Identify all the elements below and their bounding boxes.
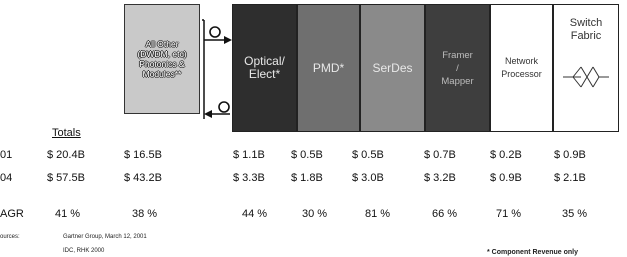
sources-label: ources: xyxy=(0,234,20,240)
total-value: $ 57.5B xyxy=(47,172,85,184)
switch-value: $ 2.1B xyxy=(554,172,586,184)
other-photonics-label: All Other (DWDM, etc) Photonics & Modules** xyxy=(137,39,187,79)
component-pmd xyxy=(297,4,360,132)
optical-value: $ 1.1B xyxy=(233,149,265,161)
switch-value: 35 % xyxy=(562,208,588,220)
pmd-value: 30 % xyxy=(302,208,328,220)
totals-header: Totals xyxy=(52,127,81,139)
bracket-arrows xyxy=(202,4,232,134)
arrow-right-icon xyxy=(224,36,232,44)
component-framer-mapper xyxy=(425,4,490,132)
serdes-value: 81 % xyxy=(365,208,391,220)
component-label: Switch Fabric xyxy=(569,17,603,42)
other-value: $ 16.5B xyxy=(124,149,162,161)
source-line: Gartner Group, March 12, 2001 xyxy=(63,234,147,240)
footnote: * Component Revenue only xyxy=(487,249,579,256)
arrow-left-icon xyxy=(204,110,212,118)
source-line: IDC, RHK 2000 xyxy=(63,248,105,254)
framer-value: $ 3.2B xyxy=(424,172,456,184)
other-photonics-box xyxy=(124,4,200,114)
netproc-value: $ 0.2B xyxy=(490,149,522,161)
total-value: $ 20.4B xyxy=(47,149,85,161)
netproc-value: $ 0.9B xyxy=(490,172,522,184)
serdes-value: $ 3.0B xyxy=(352,172,384,184)
row-label-01: 01 xyxy=(0,149,13,161)
switch-value: $ 0.9B xyxy=(554,149,586,161)
connector-circle-icon xyxy=(210,27,220,37)
component-label: Network Processor xyxy=(501,56,542,79)
component-optical-elect xyxy=(232,4,297,132)
switch-cross-icon xyxy=(561,57,611,97)
component-switch-fabric xyxy=(553,4,619,132)
component-network-processor xyxy=(490,4,553,132)
total-value: 41 % xyxy=(55,208,81,220)
component-serdes xyxy=(360,4,425,132)
component-label: Framer / Mapper xyxy=(441,49,474,87)
optical-value: $ 3.3B xyxy=(233,172,265,184)
netproc-value: 71 % xyxy=(496,208,522,220)
other-value: 38 % xyxy=(132,208,158,220)
pmd-value: $ 1.8B xyxy=(291,172,323,184)
other-value: $ 43.2B xyxy=(124,172,162,184)
connector-circle-icon xyxy=(219,102,229,112)
framer-value: 66 % xyxy=(432,208,458,220)
component-label: SerDes xyxy=(372,60,413,75)
pmd-value: $ 0.5B xyxy=(291,149,323,161)
framer-value: $ 0.7B xyxy=(424,149,456,161)
optical-value: 44 % xyxy=(242,208,268,220)
row-label-cagr: AGR xyxy=(0,208,24,220)
component-label: Optical/ Elect* xyxy=(244,54,285,81)
serdes-value: $ 0.5B xyxy=(352,149,384,161)
component-label: PMD* xyxy=(312,60,345,75)
row-label-04: 04 xyxy=(0,172,13,184)
